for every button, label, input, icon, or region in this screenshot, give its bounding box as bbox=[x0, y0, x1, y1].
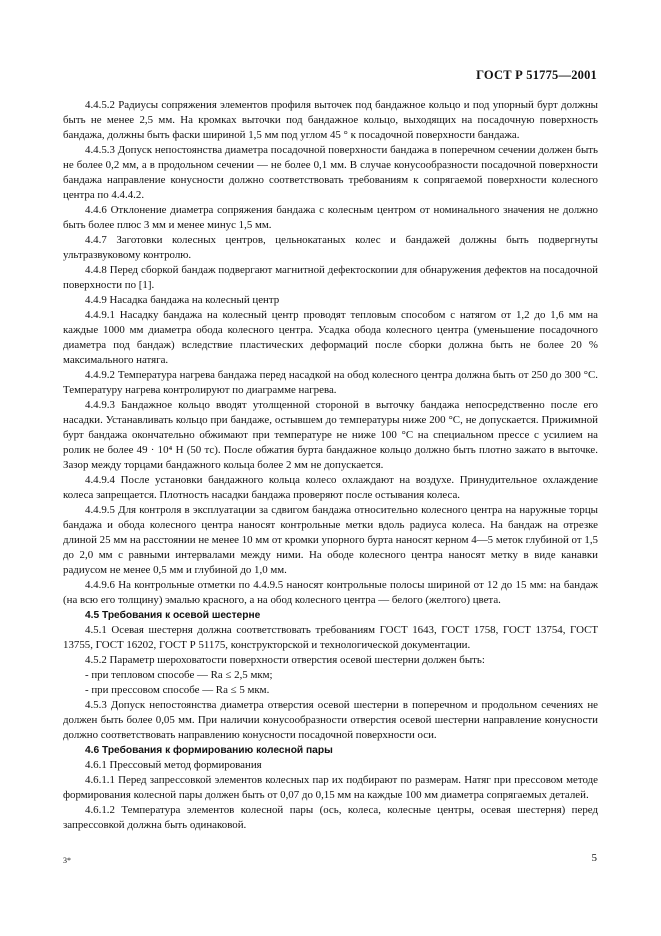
paragraph: 4.4.8 Перед сборкой бандаж подвергают магнитной дефектоскопии для обнаружения дефектов на посадочной поверхности по [1]. bbox=[63, 264, 598, 291]
paragraph: 4.6.1.2 Температура элементов колесной пары (ось, колеса, колесные центры, осевая шестерня) перед запрессовкой должна быть одинаковой. bbox=[63, 804, 598, 831]
section-heading: 4.5 Требования к осевой шестерне bbox=[85, 610, 261, 621]
paragraph: 4.4.9.6 На контрольные отметки по 4.4.9.5 наносят контрольные полосы шириной от 12 до 15 мм: на бандаж (на всю его толщину) эмалью красного, а на обод колесного центра — белого (желтого) цвета. bbox=[63, 579, 598, 606]
paragraph: 4.4.9.3 Бандажное кольцо вводят утолщенной стороной в выточку бандажа непосредственно после его насадки. Устанавливать кольцо при бандаже, остывшем до температуры ниже 200 °С, не допускается. Прижимной бурт бандажа окончательно обжимают при температуре не ниже 100 °С на специальном прессе с усилием на ролик не более 49 · 10⁴ Н (50 тс). После обжатия бурта бандажное кольцо должно быть плотно зажато в выточке. Зазор между торцами бандажного кольца более 2 мм не допускается. bbox=[63, 399, 598, 471]
signature-mark: 3* bbox=[63, 856, 71, 865]
paragraph: 4.4.9.2 Температура нагрева бандажа перед насадкой на обод колесного центра должна быть от 250 до 300 °С. Температуру нагрева контролируют по диаграмме нагрева. bbox=[63, 369, 598, 396]
paragraph: 4.4.5.3 Допуск непостоянства диаметра посадочной поверхности бандажа в поперечном сечении должен быть не более 0,2 мм, а в продольном сечении — не более 0,1 мм. В случае конусообразности посадочной поверхности бандажа направление конусности должно соответствовать требованиям к сопрягаемой поверхности колесного центра по 4.4.4.2. bbox=[63, 144, 598, 201]
paragraph: 4.4.9.1 Насадку бандажа на колесный центр проводят тепловым способом с натягом от 1,2 до 1,6 мм на каждые 1000 мм диаметра обода колесного центра. Усадка обода колесного центра (уменьшение посадочного диаметра под бандаж) вследствие пластических деформаций после сборки должна быть не более 20 % максимального натяга. bbox=[63, 309, 598, 366]
paragraph: 4.4.7 Заготовки колесных центров, цельнокатаных колес и бандажей должны быть подвергнуты ультразвуковому контролю. bbox=[63, 234, 598, 261]
section-heading: 4.6 Требования к формированию колесной пары bbox=[85, 745, 333, 756]
list-item: - при прессовом способе — Ra ≤ 5 мкм. bbox=[85, 684, 270, 696]
document-header: ГОСТ Р 51775—2001 bbox=[476, 68, 597, 82]
paragraph: 4.5.2 Параметр шероховатости поверхности отверстия осевой шестерни должен быть: bbox=[85, 654, 485, 666]
document-body bbox=[63, 98, 598, 833]
paragraph: 4.4.9.5 Для контроля в эксплуатации за сдвигом бандажа относительно колесного центра на наружные торцы бандажа и обода колесного центра наносят контрольные метки вдоль радиуса колеса. На бандаж на отрезке длиной 25 мм на расстоянии не менее 10 мм от кромки упорного бурта наносят керном 4—5 меток глубиной от 1,5 до 2,0 мм с равными интервалами между ними. На ободе колесного центра наносят метку в виде канавки радиусом не менее 0,5 мм и глубиной до 1,0 мм. bbox=[63, 504, 598, 576]
paragraph: 4.4.9.4 После установки бандажного кольца колесо охлаждают на воздухе. Принудительное охлаждение колеса запрещается. Плотность насадки бандажа проверяют после остывания колеса. bbox=[63, 474, 598, 501]
paragraph: 4.6.1 Прессовый метод формирования bbox=[85, 759, 262, 771]
page-number: 5 bbox=[591, 852, 597, 864]
paragraph: 4.5.3 Допуск непостоянства диаметра отверстия осевой шестерни в поперечном и продольном сечениях не должен быть более 0,05 мм. При наличии конусообразности отверстия осевой шестерни направление конусности должно соответствовать направлению конусности посадочной поверхности оси. bbox=[63, 699, 598, 741]
paragraph: 4.4.5.2 Радиусы сопряжения элементов профиля выточек под бандажное кольцо и под упорный бурт должны быть не менее 2,5 мм. На кромках выточки под бандажное кольцо, выходящих на посадочную поверхность бандажа, должны быть фаски шириной 1,5 мм под углом 45 ° к посадочной поверхности бандажа. bbox=[63, 99, 598, 141]
paragraph: 4.6.1.1 Перед запрессовкой элементов колесных пар их подбирают по размерам. Натяг при прессовом методе формирования колесной пары должен быть от 0,07 до 0,15 мм на каждые 100 мм диаметра сопрягаемых деталей. bbox=[63, 774, 598, 801]
list-item: - при тепловом способе — Ra ≤ 2,5 мкм; bbox=[85, 669, 273, 681]
paragraph: 4.5.1 Осевая шестерня должна соответствовать требованиям ГОСТ 1643, ГОСТ 1758, ГОСТ 13754, ГОСТ 13755, ГОСТ 16202, ГОСТ Р 51175, конструкторской и технологической документации. bbox=[63, 624, 598, 651]
paragraph: 4.4.9 Насадка бандажа на колесный центр bbox=[85, 294, 280, 306]
paragraph: 4.4.6 Отклонение диаметра сопряжения бандажа с колесным центром от номинального значения не должно быть более плюс 3 мм и менее минус 1,5 мм. bbox=[63, 204, 598, 231]
